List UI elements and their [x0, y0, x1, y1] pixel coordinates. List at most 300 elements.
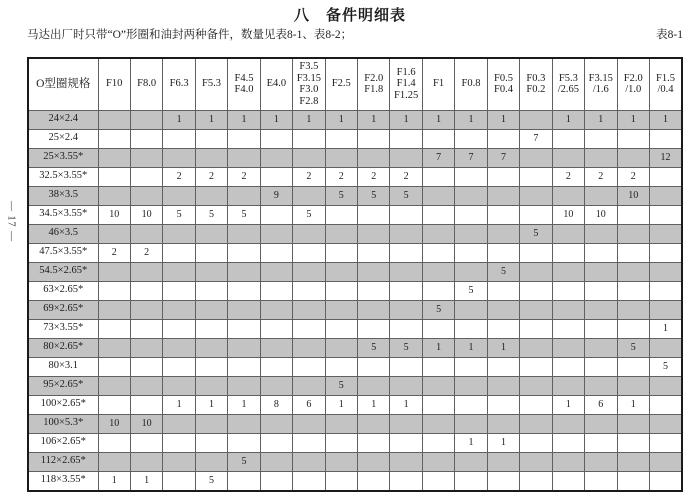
- value-cell: [552, 262, 584, 281]
- value-cell: [228, 357, 260, 376]
- value-cell: 1: [195, 395, 227, 414]
- value-cell: [455, 262, 487, 281]
- value-cell: [422, 376, 454, 395]
- value-cell: [617, 319, 649, 338]
- value-cell: [130, 224, 162, 243]
- value-cell: [260, 357, 292, 376]
- value-cell: [520, 414, 552, 433]
- value-cell: [130, 376, 162, 395]
- table-row: [28, 319, 682, 338]
- value-cell: 2: [228, 167, 260, 186]
- value-cell: [358, 414, 390, 433]
- value-cell: [390, 376, 422, 395]
- value-cell: [195, 319, 227, 338]
- value-cell: [649, 300, 682, 319]
- value-cell: [649, 262, 682, 281]
- value-cell: [130, 452, 162, 471]
- value-cell: [163, 148, 195, 167]
- value-cell: [358, 129, 390, 148]
- table-row: [28, 414, 682, 433]
- column-header-cell: F3.15 /1.6: [585, 58, 617, 110]
- value-cell: [487, 395, 519, 414]
- value-cell: [487, 281, 519, 300]
- value-cell: [358, 319, 390, 338]
- value-cell: [552, 243, 584, 262]
- value-cell: [260, 148, 292, 167]
- row-label-cell: 46×3.5: [28, 224, 98, 243]
- row-label-cell: 80×3.1: [28, 357, 98, 376]
- value-cell: [163, 376, 195, 395]
- value-cell: 5: [228, 452, 260, 471]
- value-cell: [98, 433, 130, 452]
- value-cell: [228, 186, 260, 205]
- intro-note: 马达出厂时只带“O”形圈和油封两种备件，数量见表8-1、表8-2；: [27, 29, 353, 41]
- table-row: [28, 376, 682, 395]
- value-cell: [552, 414, 584, 433]
- value-cell: [585, 262, 617, 281]
- value-cell: [617, 300, 649, 319]
- value-cell: 1: [617, 110, 649, 129]
- row-label-cell: 100×2.65*: [28, 395, 98, 414]
- value-cell: [130, 186, 162, 205]
- value-cell: [325, 357, 357, 376]
- value-cell: [195, 224, 227, 243]
- value-cell: [585, 376, 617, 395]
- value-cell: [195, 433, 227, 452]
- value-cell: [358, 376, 390, 395]
- value-cell: [163, 224, 195, 243]
- value-cell: 5: [358, 186, 390, 205]
- value-cell: [98, 148, 130, 167]
- header-row: [28, 58, 682, 110]
- row-label-cell: 106×2.65*: [28, 433, 98, 452]
- value-cell: [649, 129, 682, 148]
- column-header-cell: F0.8: [455, 58, 487, 110]
- value-cell: [98, 186, 130, 205]
- value-cell: 1: [552, 110, 584, 129]
- value-cell: [487, 452, 519, 471]
- page-number: — 17 —: [5, 201, 17, 242]
- value-cell: [325, 224, 357, 243]
- value-cell: [195, 414, 227, 433]
- value-cell: [325, 452, 357, 471]
- value-cell: [552, 281, 584, 300]
- value-cell: 1: [455, 110, 487, 129]
- value-cell: [520, 205, 552, 224]
- column-header-cell: F0.3 F0.2: [520, 58, 552, 110]
- value-cell: [617, 414, 649, 433]
- value-cell: [358, 262, 390, 281]
- value-cell: 1: [358, 395, 390, 414]
- value-cell: [455, 205, 487, 224]
- value-cell: [390, 300, 422, 319]
- value-cell: [98, 357, 130, 376]
- value-cell: [487, 414, 519, 433]
- value-cell: 1: [649, 319, 682, 338]
- value-cell: [455, 376, 487, 395]
- value-cell: [455, 129, 487, 148]
- value-cell: [552, 433, 584, 452]
- value-cell: [293, 186, 325, 205]
- value-cell: [455, 452, 487, 471]
- value-cell: [325, 262, 357, 281]
- value-cell: 5: [520, 224, 552, 243]
- row-label-cell: 63×2.65*: [28, 281, 98, 300]
- value-cell: [260, 224, 292, 243]
- value-cell: 1: [487, 433, 519, 452]
- value-cell: 9: [260, 186, 292, 205]
- value-cell: [455, 395, 487, 414]
- value-cell: 2: [163, 167, 195, 186]
- value-cell: 2: [617, 167, 649, 186]
- value-cell: [422, 452, 454, 471]
- value-cell: [293, 338, 325, 357]
- value-cell: [163, 452, 195, 471]
- value-cell: [260, 319, 292, 338]
- value-cell: [552, 357, 584, 376]
- value-cell: [422, 471, 454, 491]
- value-cell: [422, 281, 454, 300]
- value-cell: [98, 338, 130, 357]
- value-cell: [422, 167, 454, 186]
- column-header-cell: F1: [422, 58, 454, 110]
- column-header-cell: F3.5 F3.15 F3.0 F2.8: [293, 58, 325, 110]
- row-label-cell: 34.5×3.55*: [28, 205, 98, 224]
- value-cell: [325, 205, 357, 224]
- value-cell: 1: [455, 338, 487, 357]
- value-cell: [649, 281, 682, 300]
- column-header-cell: F0.5 F0.4: [487, 58, 519, 110]
- value-cell: 5: [293, 205, 325, 224]
- value-cell: [130, 319, 162, 338]
- value-cell: 1: [195, 110, 227, 129]
- value-cell: 2: [195, 167, 227, 186]
- value-cell: [422, 319, 454, 338]
- value-cell: 2: [130, 243, 162, 262]
- value-cell: [325, 281, 357, 300]
- value-cell: [390, 414, 422, 433]
- value-cell: [617, 129, 649, 148]
- value-cell: [325, 433, 357, 452]
- value-cell: 10: [130, 205, 162, 224]
- table-row: [28, 433, 682, 452]
- column-header-cell: F2.0 /1.0: [617, 58, 649, 110]
- value-cell: [293, 129, 325, 148]
- value-cell: [260, 433, 292, 452]
- value-cell: [228, 433, 260, 452]
- value-cell: [358, 433, 390, 452]
- value-cell: [98, 167, 130, 186]
- value-cell: [130, 148, 162, 167]
- value-cell: [649, 243, 682, 262]
- value-cell: 5: [487, 262, 519, 281]
- value-cell: 5: [455, 281, 487, 300]
- spare-parts-table: [27, 57, 683, 492]
- table-row: [28, 205, 682, 224]
- row-label-cell: 47.5×3.55*: [28, 243, 98, 262]
- value-cell: [552, 471, 584, 491]
- table-ref-label: 表8-1: [656, 29, 683, 41]
- value-cell: 10: [98, 414, 130, 433]
- value-cell: [520, 186, 552, 205]
- value-cell: [487, 167, 519, 186]
- column-header-cell: F1.6 F1.4 F1.25: [390, 58, 422, 110]
- value-cell: [585, 224, 617, 243]
- value-cell: [390, 433, 422, 452]
- page-title: 八 备件明细表: [293, 8, 406, 24]
- value-cell: [649, 395, 682, 414]
- value-cell: [163, 414, 195, 433]
- value-cell: [325, 148, 357, 167]
- value-cell: [520, 281, 552, 300]
- value-cell: [293, 262, 325, 281]
- value-cell: [98, 224, 130, 243]
- value-cell: [260, 205, 292, 224]
- value-cell: [520, 338, 552, 357]
- value-cell: 1: [325, 110, 357, 129]
- value-cell: 1: [293, 110, 325, 129]
- value-cell: 10: [617, 186, 649, 205]
- value-cell: [228, 281, 260, 300]
- value-cell: [260, 452, 292, 471]
- value-cell: [390, 224, 422, 243]
- value-cell: 10: [130, 414, 162, 433]
- value-cell: [390, 471, 422, 491]
- value-cell: 5: [195, 205, 227, 224]
- value-cell: [552, 319, 584, 338]
- value-cell: 1: [130, 471, 162, 491]
- value-cell: 1: [390, 110, 422, 129]
- value-cell: [617, 205, 649, 224]
- table-row: [28, 262, 682, 281]
- value-cell: [649, 471, 682, 491]
- value-cell: 6: [585, 395, 617, 414]
- column-header-cell: F6.3: [163, 58, 195, 110]
- value-cell: [228, 148, 260, 167]
- value-cell: [130, 262, 162, 281]
- value-cell: [487, 471, 519, 491]
- table-row: [28, 186, 682, 205]
- value-cell: [195, 300, 227, 319]
- value-cell: [585, 243, 617, 262]
- value-cell: [422, 186, 454, 205]
- value-cell: 5: [325, 376, 357, 395]
- value-cell: [228, 300, 260, 319]
- value-cell: [98, 452, 130, 471]
- value-cell: [617, 471, 649, 491]
- table-row: [28, 129, 682, 148]
- value-cell: [98, 281, 130, 300]
- value-cell: [585, 452, 617, 471]
- value-cell: [260, 243, 292, 262]
- value-cell: [552, 452, 584, 471]
- row-label-cell: 80×2.65*: [28, 338, 98, 357]
- value-cell: [130, 433, 162, 452]
- value-cell: [649, 224, 682, 243]
- value-cell: [520, 452, 552, 471]
- value-cell: [163, 281, 195, 300]
- value-cell: 5: [195, 471, 227, 491]
- value-cell: [130, 129, 162, 148]
- value-cell: 2: [390, 167, 422, 186]
- value-cell: 5: [617, 338, 649, 357]
- meta-row: [27, 26, 683, 42]
- value-cell: [325, 300, 357, 319]
- value-cell: [325, 338, 357, 357]
- value-cell: [130, 167, 162, 186]
- value-cell: 1: [649, 110, 682, 129]
- row-label-cell: 25×2.4: [28, 129, 98, 148]
- value-cell: [260, 300, 292, 319]
- table-row: [28, 148, 682, 167]
- value-cell: [293, 243, 325, 262]
- value-cell: [617, 243, 649, 262]
- table-row: [28, 338, 682, 357]
- value-cell: [455, 319, 487, 338]
- value-cell: 2: [552, 167, 584, 186]
- value-cell: 5: [325, 186, 357, 205]
- value-cell: [293, 471, 325, 491]
- value-cell: [585, 281, 617, 300]
- value-cell: 1: [358, 110, 390, 129]
- value-cell: 1: [585, 110, 617, 129]
- value-cell: [163, 338, 195, 357]
- value-cell: [293, 224, 325, 243]
- value-cell: 5: [358, 338, 390, 357]
- value-cell: 12: [649, 148, 682, 167]
- value-cell: 7: [455, 148, 487, 167]
- table-row: [28, 224, 682, 243]
- value-cell: [455, 300, 487, 319]
- value-cell: [260, 376, 292, 395]
- row-label-cell: 38×3.5: [28, 186, 98, 205]
- value-cell: [520, 357, 552, 376]
- table-row: [28, 452, 682, 471]
- value-cell: 1: [260, 110, 292, 129]
- value-cell: [358, 243, 390, 262]
- value-cell: 6: [293, 395, 325, 414]
- value-cell: 1: [487, 110, 519, 129]
- value-cell: [163, 186, 195, 205]
- value-cell: 2: [293, 167, 325, 186]
- table-row: [28, 243, 682, 262]
- value-cell: [617, 148, 649, 167]
- row-label-cell: 54.5×2.65*: [28, 262, 98, 281]
- value-cell: [358, 300, 390, 319]
- value-cell: [228, 224, 260, 243]
- row-label-cell: 25×3.55*: [28, 148, 98, 167]
- value-cell: [617, 262, 649, 281]
- table-row: [28, 357, 682, 376]
- value-cell: [390, 319, 422, 338]
- value-cell: [390, 205, 422, 224]
- value-cell: [325, 471, 357, 491]
- value-cell: [228, 243, 260, 262]
- column-header-cell: F8.0: [130, 58, 162, 110]
- value-cell: [163, 300, 195, 319]
- value-cell: [520, 319, 552, 338]
- value-cell: 1: [228, 395, 260, 414]
- value-cell: [422, 262, 454, 281]
- value-cell: [487, 129, 519, 148]
- value-cell: [390, 452, 422, 471]
- column-header-cell: F5.3: [195, 58, 227, 110]
- value-cell: [163, 433, 195, 452]
- value-cell: [293, 319, 325, 338]
- table-body: [28, 110, 682, 491]
- value-cell: [195, 357, 227, 376]
- value-cell: 2: [325, 167, 357, 186]
- value-cell: 10: [552, 205, 584, 224]
- row-label-cell: 69×2.65*: [28, 300, 98, 319]
- value-cell: [260, 281, 292, 300]
- value-cell: [520, 300, 552, 319]
- value-cell: [163, 471, 195, 491]
- value-cell: [520, 395, 552, 414]
- value-cell: 1: [98, 471, 130, 491]
- table-row: [28, 471, 682, 491]
- row-label-cell: 24×2.4: [28, 110, 98, 129]
- value-cell: [520, 167, 552, 186]
- value-cell: [487, 319, 519, 338]
- value-cell: [422, 414, 454, 433]
- value-cell: [130, 300, 162, 319]
- value-cell: [228, 338, 260, 357]
- value-cell: 10: [98, 205, 130, 224]
- value-cell: [98, 376, 130, 395]
- value-cell: 7: [422, 148, 454, 167]
- value-cell: 5: [390, 186, 422, 205]
- value-cell: [293, 433, 325, 452]
- table-row: [28, 300, 682, 319]
- value-cell: [293, 376, 325, 395]
- value-cell: [130, 395, 162, 414]
- value-cell: [617, 357, 649, 376]
- value-cell: [487, 205, 519, 224]
- value-cell: [455, 357, 487, 376]
- value-cell: 1: [487, 338, 519, 357]
- value-cell: [260, 414, 292, 433]
- value-cell: 1: [228, 110, 260, 129]
- value-cell: 1: [617, 395, 649, 414]
- table-row: [28, 110, 682, 129]
- value-cell: [98, 319, 130, 338]
- value-cell: 5: [163, 205, 195, 224]
- value-cell: [520, 148, 552, 167]
- row-label-cell: 112×2.65*: [28, 452, 98, 471]
- value-cell: [195, 452, 227, 471]
- table-row: [28, 281, 682, 300]
- value-cell: 7: [520, 129, 552, 148]
- value-cell: [455, 471, 487, 491]
- value-cell: [98, 262, 130, 281]
- value-cell: 5: [422, 300, 454, 319]
- value-cell: [163, 129, 195, 148]
- value-cell: [585, 357, 617, 376]
- value-cell: [617, 452, 649, 471]
- value-cell: [228, 319, 260, 338]
- value-cell: [455, 243, 487, 262]
- value-cell: [390, 262, 422, 281]
- value-cell: [390, 281, 422, 300]
- value-cell: [422, 224, 454, 243]
- value-cell: [649, 205, 682, 224]
- value-cell: [130, 338, 162, 357]
- value-cell: [260, 167, 292, 186]
- column-header-cell: F5.3 /2.65: [552, 58, 584, 110]
- value-cell: [455, 186, 487, 205]
- value-cell: [358, 148, 390, 167]
